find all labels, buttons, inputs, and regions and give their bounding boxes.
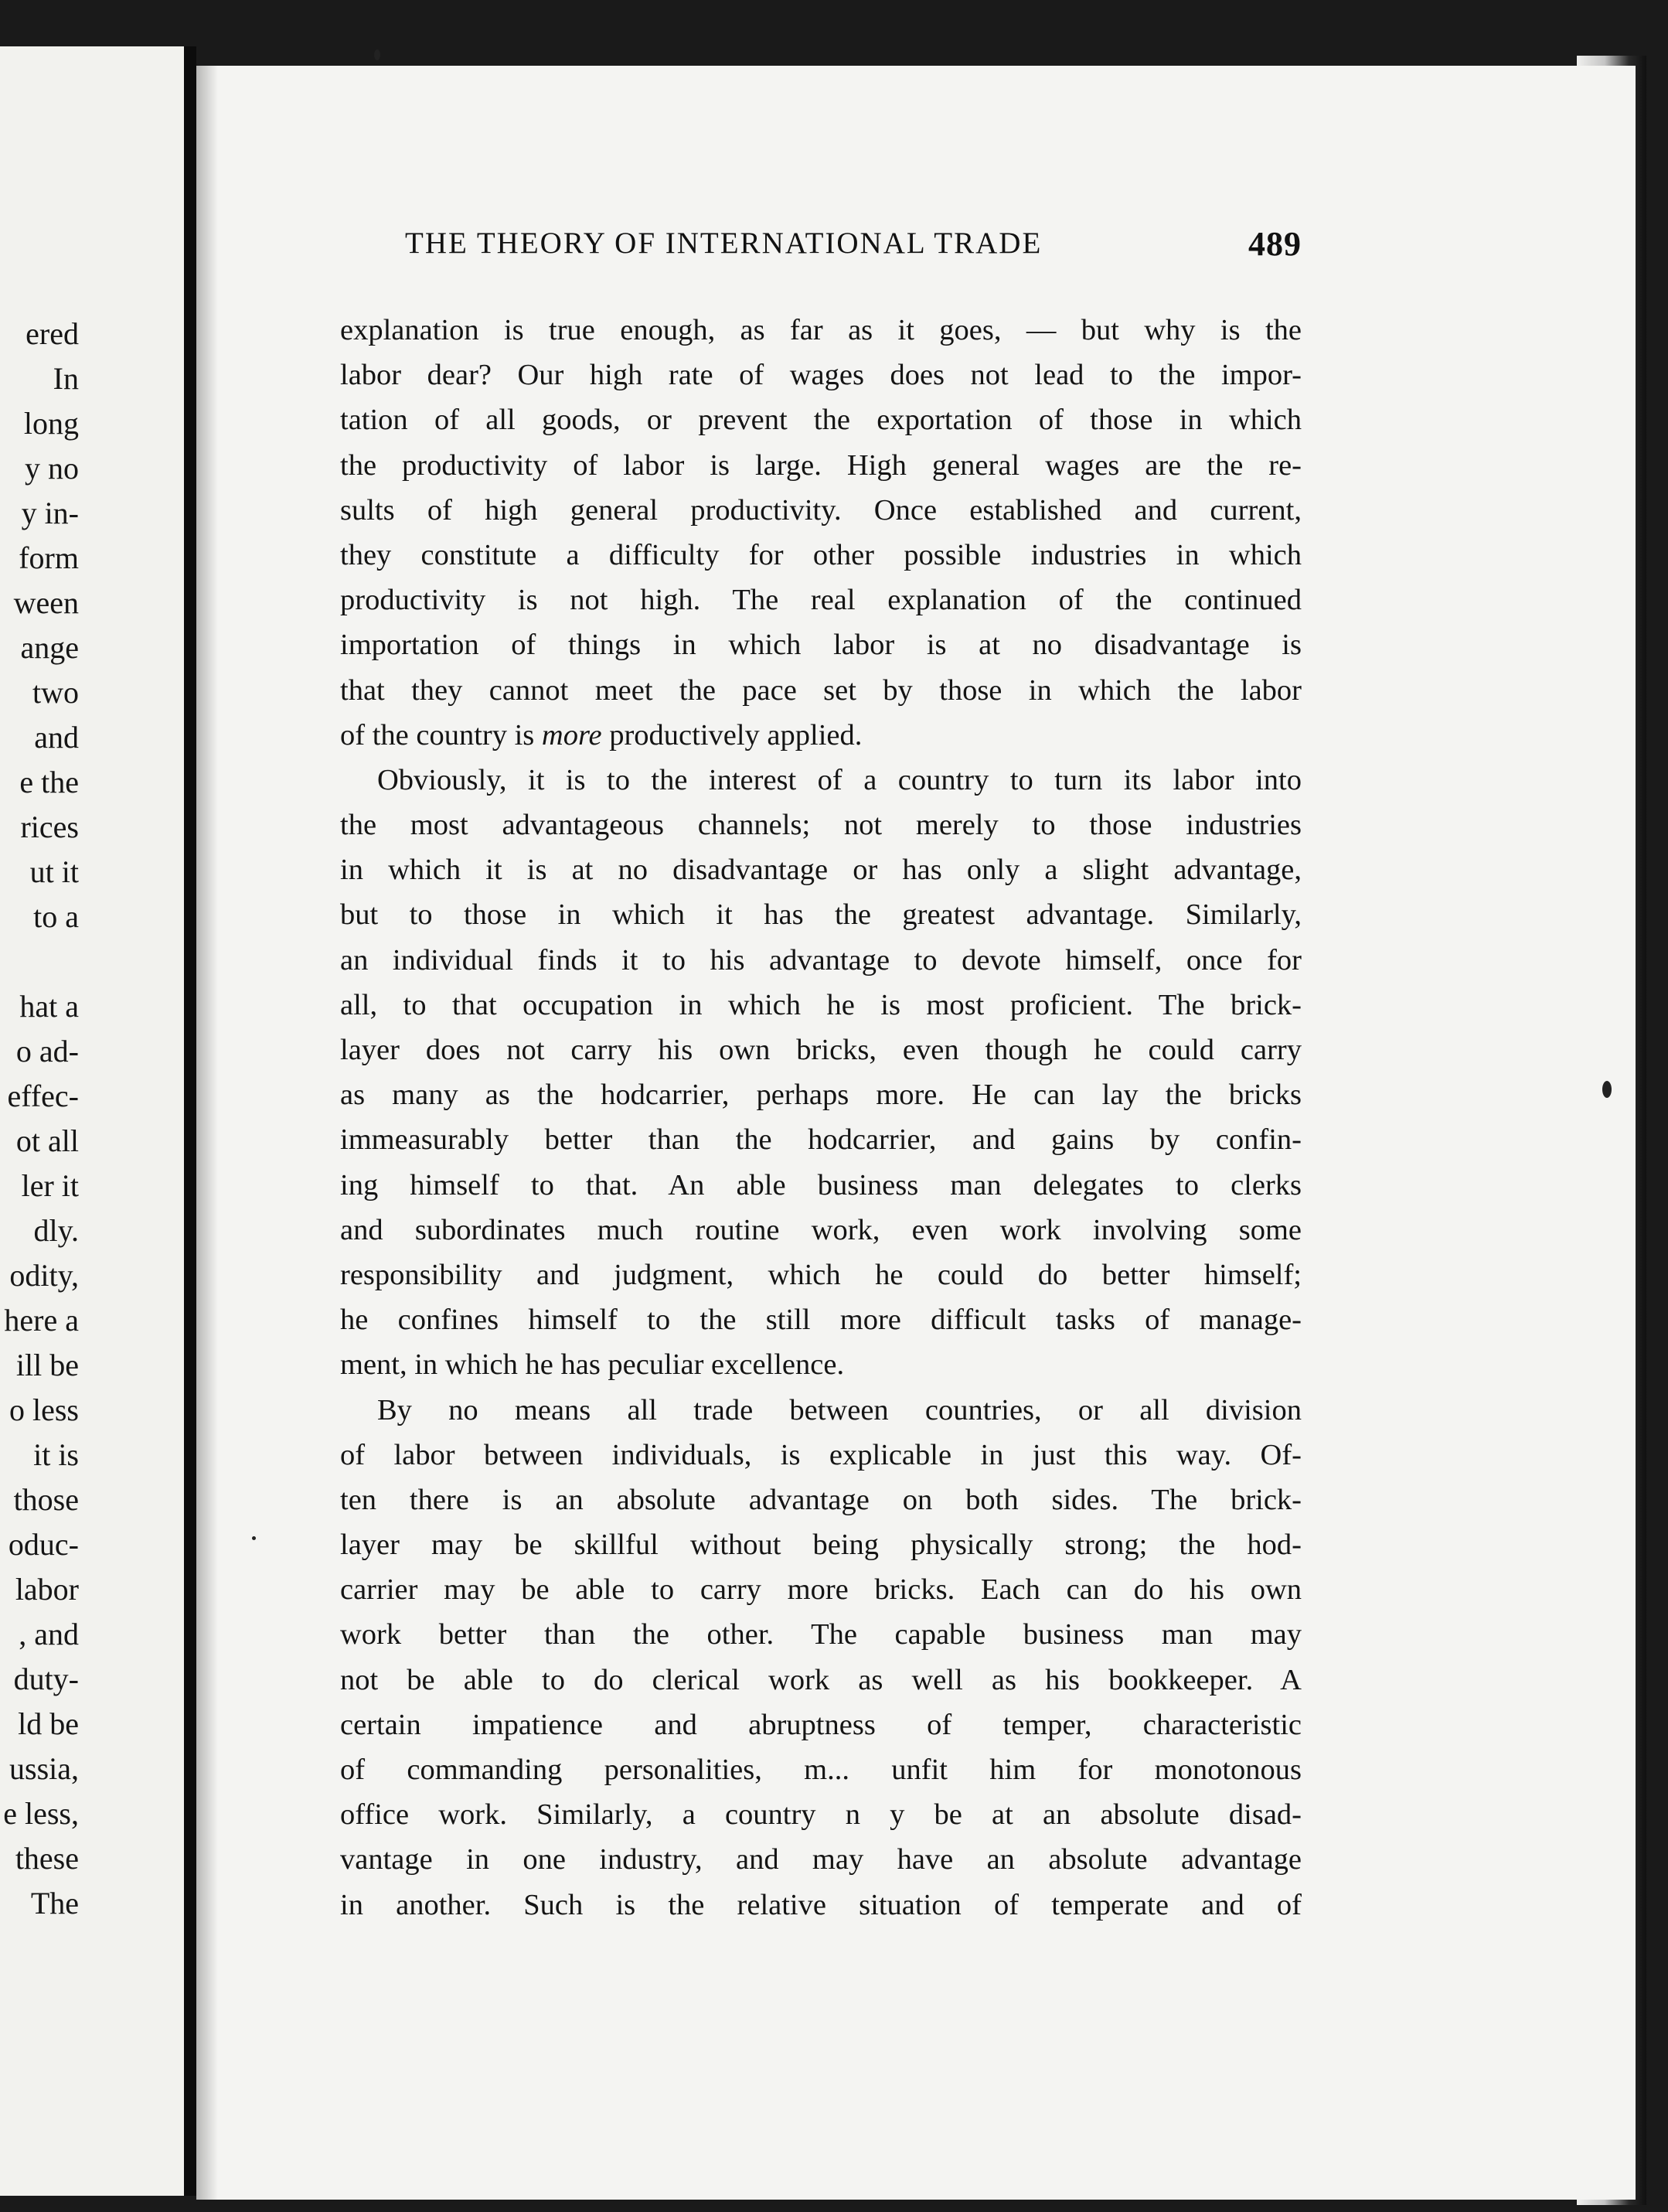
body-text bbox=[340, 308, 1302, 1927]
prev-page-line: rices bbox=[20, 809, 79, 844]
prev-page-line: In bbox=[53, 361, 79, 396]
text-line: ten there is an absolute advantage on both sides. The brick- bbox=[340, 1483, 1302, 1516]
text-line: as many as the hodcarrier, perhaps more. He can lay the bricks bbox=[340, 1079, 1302, 1112]
text-line: of the country is more productively applied. bbox=[340, 718, 863, 752]
prev-page-line: form bbox=[19, 540, 79, 575]
text-line: office work. Similarly, a country n y be at an absolute disad- bbox=[340, 1798, 1302, 1832]
prev-page-line: to a bbox=[33, 899, 79, 934]
text-line: and subordinates much routine work, even work involving some bbox=[340, 1213, 1302, 1246]
scan-speck bbox=[252, 1536, 256, 1540]
prev-page-line: ld be bbox=[18, 1706, 79, 1741]
prev-page-line: it is bbox=[33, 1437, 79, 1472]
prev-page-line: labor bbox=[15, 1572, 79, 1607]
text-line: vantage in one industry, and may have an absolute advantage bbox=[340, 1843, 1302, 1876]
prev-page-line: , and bbox=[19, 1617, 79, 1651]
prev-page-line: duty- bbox=[13, 1662, 79, 1696]
running-head-title: THE THEORY OF INTERNATIONAL TRADE bbox=[405, 227, 1043, 260]
text-line: tation of all goods, or prevent the exportation of those in which bbox=[340, 404, 1302, 437]
text-line: importation of things in which labor is at no disadvantage is bbox=[340, 629, 1302, 662]
text-line: not be able to do clerical work as well as his bookkeeper. A bbox=[340, 1663, 1302, 1696]
prev-page-line: long bbox=[23, 406, 79, 441]
page-inner-shadow bbox=[196, 66, 218, 2200]
text-line: in which it is at no disadvantage or has only a slight advantage, bbox=[340, 854, 1302, 887]
prev-page-line: e the bbox=[19, 765, 79, 799]
emphasis-word: more bbox=[541, 718, 602, 752]
prev-page-line: ot all bbox=[15, 1123, 79, 1158]
prev-page-line: The bbox=[30, 1886, 79, 1921]
text-line: work better than the other. The capable business man may bbox=[340, 1618, 1302, 1651]
text-line: ing himself to that. An able business man delegates to clerks bbox=[340, 1168, 1302, 1201]
text-line: ment, in which he has peculiar excellence. bbox=[340, 1348, 845, 1382]
text-line: explanation is true enough, as far as it goes, — but why is the bbox=[340, 314, 1302, 346]
text-line: responsibility and judgment, which he could do better himself; bbox=[340, 1258, 1302, 1291]
text-line: of labor between individuals, is explicable in just this way. Of- bbox=[340, 1438, 1302, 1471]
text-line: the productivity of labor is large. High general wages are the re- bbox=[340, 448, 1302, 482]
text-line: immeasurably better than the hodcarrier, and gains by confin- bbox=[340, 1123, 1302, 1157]
text-line: the most advantageous channels; not merely to those industries bbox=[340, 809, 1302, 842]
text-line: carrier may be able to carry more bricks. Each can do his own bbox=[340, 1573, 1302, 1607]
prev-page-line: effec- bbox=[7, 1079, 79, 1113]
text-line: an individual finds it to his advantage to devote himself, once for bbox=[340, 943, 1302, 976]
text-line: layer may be skillful without being physically strong; the hod- bbox=[340, 1529, 1302, 1562]
running-header bbox=[405, 226, 1302, 269]
prev-page-line: dly. bbox=[33, 1213, 79, 1248]
prev-page-line: o less bbox=[9, 1392, 79, 1427]
prev-page-line: ered bbox=[26, 316, 79, 351]
text-line: certain impatience and abruptness of temper, characteristic bbox=[340, 1708, 1302, 1741]
prev-page-line: here a bbox=[4, 1303, 79, 1338]
text-line: but to those in which it has the greatest advantage. Similarly, bbox=[340, 898, 1302, 932]
text-line: they constitute a difficulty for other possible industries in which bbox=[340, 538, 1302, 571]
prev-page-line: o ad- bbox=[15, 1034, 79, 1069]
prev-page-line: ill be bbox=[15, 1348, 79, 1382]
text-line: layer does not carry his own bricks, even though he could carry bbox=[340, 1034, 1302, 1066]
prev-page-line: oduc- bbox=[8, 1527, 79, 1562]
text-line: that they cannot meet the pace set by those in which the labor bbox=[340, 673, 1302, 707]
text-line: By no means all trade between countries, or all division bbox=[377, 1393, 1302, 1426]
prev-page-line: ange bbox=[20, 630, 79, 665]
prev-page-line: and bbox=[34, 720, 79, 755]
scan-speck bbox=[1602, 1081, 1612, 1098]
prev-page-line: ween bbox=[13, 585, 79, 620]
text-line: sults of high general productivity. Once established and current, bbox=[340, 493, 1302, 527]
text-line: he confines himself to the still more difficult tasks of manage- bbox=[340, 1304, 1302, 1337]
text-line: Obviously, it is to the interest of a country to turn its labor into bbox=[377, 763, 1302, 796]
prev-page-line: those bbox=[13, 1482, 79, 1517]
scan-speck bbox=[374, 49, 380, 60]
prev-page-line: these bbox=[15, 1841, 79, 1876]
prev-page-line: ussia, bbox=[9, 1751, 79, 1786]
prev-page-line: hat a bbox=[19, 989, 79, 1024]
prev-page-line: ut it bbox=[29, 854, 79, 889]
previous-page bbox=[0, 46, 184, 2196]
prev-page-line: e less, bbox=[3, 1796, 79, 1831]
prev-page-line: two bbox=[32, 675, 79, 710]
text-line: all, to that occupation in which he is most proficient. The brick- bbox=[340, 988, 1302, 1021]
text-line: productivity is not high. The real explanation of the continued bbox=[340, 584, 1302, 617]
text-line: labor dear? Our high rate of wages does not lead to the impor- bbox=[340, 359, 1302, 392]
prev-page-line: y in- bbox=[21, 496, 79, 530]
text-line: in another. Such is the relative situation of temperate and of bbox=[340, 1888, 1302, 1921]
book-gutter bbox=[184, 46, 196, 2196]
prev-page-line: ler it bbox=[21, 1168, 79, 1203]
prev-page-line: odity, bbox=[9, 1258, 79, 1293]
text-line: of commanding personalities, m... unfit him for monotonous bbox=[340, 1754, 1302, 1786]
prev-page-line: y no bbox=[25, 451, 79, 486]
page-number: 489 bbox=[1248, 225, 1302, 263]
